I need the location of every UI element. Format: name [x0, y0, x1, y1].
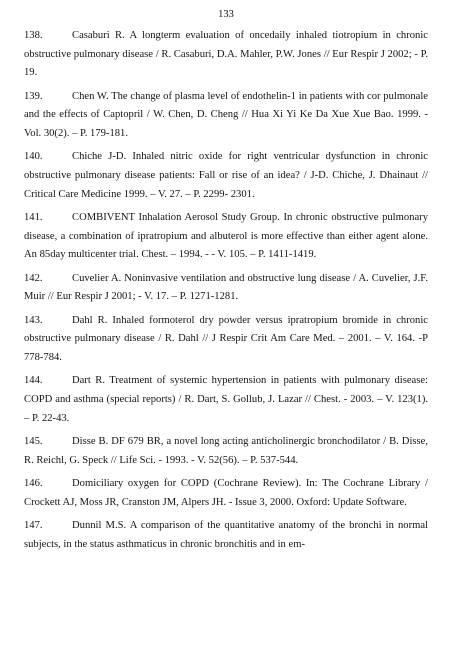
- reference-item: [24, 88, 428, 144]
- reference-text: Disse B. DF 679 BR, a novel long acting anticholinergic bronchodilator / B. Disse, R. Reichl, G. Speck // Life Sci. - 1993. - V. 52(56). – P. 537-544.: [24, 436, 428, 466]
- reference-text: Dunnil M.S. A comparison of the quantitative anatomy of the bronchi in normal subjects, in the status asthmaticus in chronic bronchitis and in em-: [24, 520, 428, 550]
- reference-number: 138.: [24, 30, 43, 41]
- reference-item: [24, 209, 428, 265]
- page-number: 133: [218, 9, 234, 20]
- reference-item: [24, 312, 428, 368]
- reference-item: [24, 27, 428, 83]
- reference-item: [24, 475, 428, 512]
- reference-number: 144.: [24, 375, 43, 387]
- reference-item: [24, 372, 428, 428]
- reference-number: 140.: [24, 151, 43, 163]
- reference-text: Chiche J-D. Inhaled nitric oxide for right ventricular dysfunction in chronic obstructive pulmonary disease patients: Fall or rise of an idea? / J-D. Chiche, J. Dhainaut // Critical Care Medicine 1999. – V. 27. – P. 2299- 2301.: [24, 151, 428, 200]
- reference-text: Dart R. Treatment of systemic hypertension in patients with pulmonary disease: COPD and asthma (special reports) / R. Dart, S. Gollub, J. Lazar // Chest. - 2003. – V. 123(1). – P. 22-43.: [24, 375, 428, 424]
- reference-text: Cuvelier A. Noninvasive ventilation and obstructive lung disease / A. Cuvelier, J.F. Muir // Eur Respir J 2001; - V. 17. – P. 1271-1281.: [24, 272, 428, 303]
- reference-text: Domiciliary oxygen for COPD (Cochrane Review). In: The Cochrane Library / Crockett AJ, Moss JR, Cranston JM, Alpers JH. - Issue 3, 2000. Oxford: Update Software.: [24, 478, 428, 508]
- reference-text: Casaburi R. A longterm evaluation of oncedaily inhaled tiotropium in chronic obstructive pulmonary disease / R. Casaburi, D.A. Mahler, P.W. Jones // Eur Respir J 2002; - P. 19.: [24, 30, 428, 79]
- reference-text: Chen W. The change of plasma level of endothelin-1 in patients with cor pulmonale and the effects of Captopril / W. Chen, D. Cheng // Hua Xi Yi Ke Da Xue Xue Bao. 1999. - Vol. 30(2). – P. 179-181.: [24, 90, 428, 139]
- reference-number: 147.: [24, 520, 43, 532]
- reference-number: 145.: [24, 436, 43, 448]
- reference-text: COMBIVENT Inhalation Aerosol Study Group. In chronic obstructive pulmonary disease, a combination of ipratropium and albuterol is more effective than either agent alone. An 85day multicenter trial. Chest. – 1994. - - V. 105. – P. 1411-1419.: [24, 212, 428, 261]
- reference-item: [24, 270, 428, 307]
- reference-number: 146.: [24, 478, 43, 490]
- reference-number: 143.: [24, 314, 43, 326]
- reference-number: 141.: [24, 212, 43, 224]
- reference-item: [24, 148, 428, 204]
- reference-item: [24, 517, 428, 554]
- reference-number: 142.: [24, 272, 43, 284]
- reference-number: 139.: [24, 90, 43, 102]
- reference-text: Dahl R. Inhaled formoterol dry powder versus ipratropium bromide in chronic obstructive pulmonary disease / R. Dahl // J Respir Crit Am Care Med. – 2001. – V. 164. -P 778-784.: [24, 314, 428, 363]
- reference-list: [24, 27, 428, 554]
- reference-item: [24, 433, 428, 470]
